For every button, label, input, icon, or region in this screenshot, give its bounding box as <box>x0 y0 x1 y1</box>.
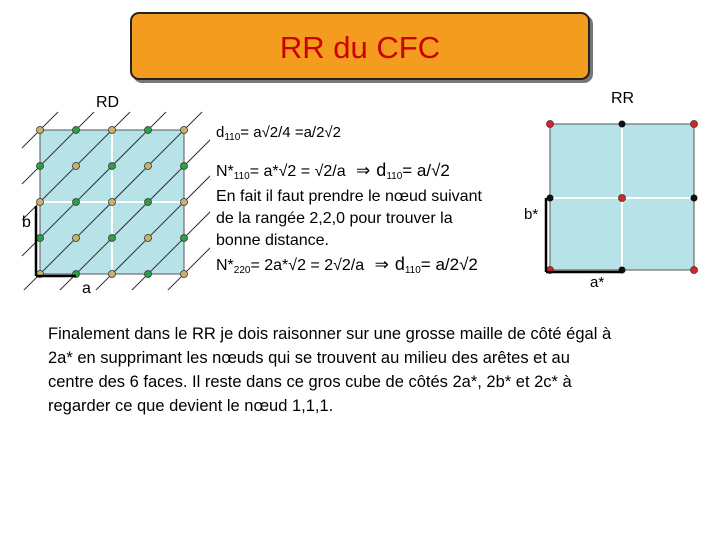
explanation-line: de la rangée 2,2,0 pour trouver la <box>216 210 453 227</box>
n-symbol: N* <box>216 257 234 274</box>
paragraph-line: Finalement dans le RR je dois raisonner sur une grosse maille de côté égal à <box>48 325 612 343</box>
subscript: 110 <box>386 171 403 182</box>
a-star-label: a* <box>590 274 605 291</box>
formula-text: = a√2/4 =a/2√2 <box>240 124 342 141</box>
node-black <box>691 195 698 202</box>
formula-d110-direct <box>216 124 341 143</box>
node-black <box>619 121 626 128</box>
implies-arrow: ⇒ <box>374 255 389 274</box>
node-red <box>547 121 554 128</box>
rd-label: RD <box>96 94 120 111</box>
a-axis-label: a <box>82 280 91 297</box>
formula-n110 <box>216 160 450 182</box>
d-symbol: d <box>394 254 405 274</box>
conclusion-paragraph <box>48 322 688 418</box>
page-title: RR du CFC <box>279 30 441 65</box>
explanation-block <box>216 186 482 252</box>
paragraph-line: regarder ce que devient le nœud 1,1,1. <box>48 397 334 415</box>
n-symbol: N* <box>216 163 234 180</box>
rr-label: RR <box>611 90 635 107</box>
explanation-line: En fait il faut prendre le nœud suivant <box>216 188 482 205</box>
d-symbol: d <box>376 160 387 180</box>
formula-text: = a/2√2 <box>420 255 478 274</box>
formula-n220 <box>216 254 478 276</box>
subscript: 110 <box>233 171 250 182</box>
node-red <box>691 267 698 274</box>
paragraph-line: 2a* en supprimant les nœuds qui se trouvent au milieu des arêtes et au <box>48 349 570 367</box>
formula-text: = a/√2 <box>402 161 450 180</box>
implies-arrow: ⇒ <box>356 161 371 180</box>
subscript: 110 <box>404 265 421 276</box>
b-star-label: b* <box>524 206 539 223</box>
b-axis-label: b <box>22 214 31 231</box>
subscript: 220 <box>233 265 251 276</box>
subscript: 110 <box>224 132 241 143</box>
node-red <box>619 195 626 202</box>
paragraph-line: centre des 6 faces. Il reste dans ce gros cube de côtés 2a*, 2b* et 2c* à <box>48 373 572 391</box>
d-symbol: d <box>216 124 225 141</box>
formula-text: = 2a*√2 = 2√2/a <box>250 257 365 274</box>
node-red <box>691 121 698 128</box>
formula-text: = a*√2 = √2/a <box>249 163 346 180</box>
explanation-line: bonne distance. <box>216 232 329 249</box>
node-black <box>547 195 554 202</box>
